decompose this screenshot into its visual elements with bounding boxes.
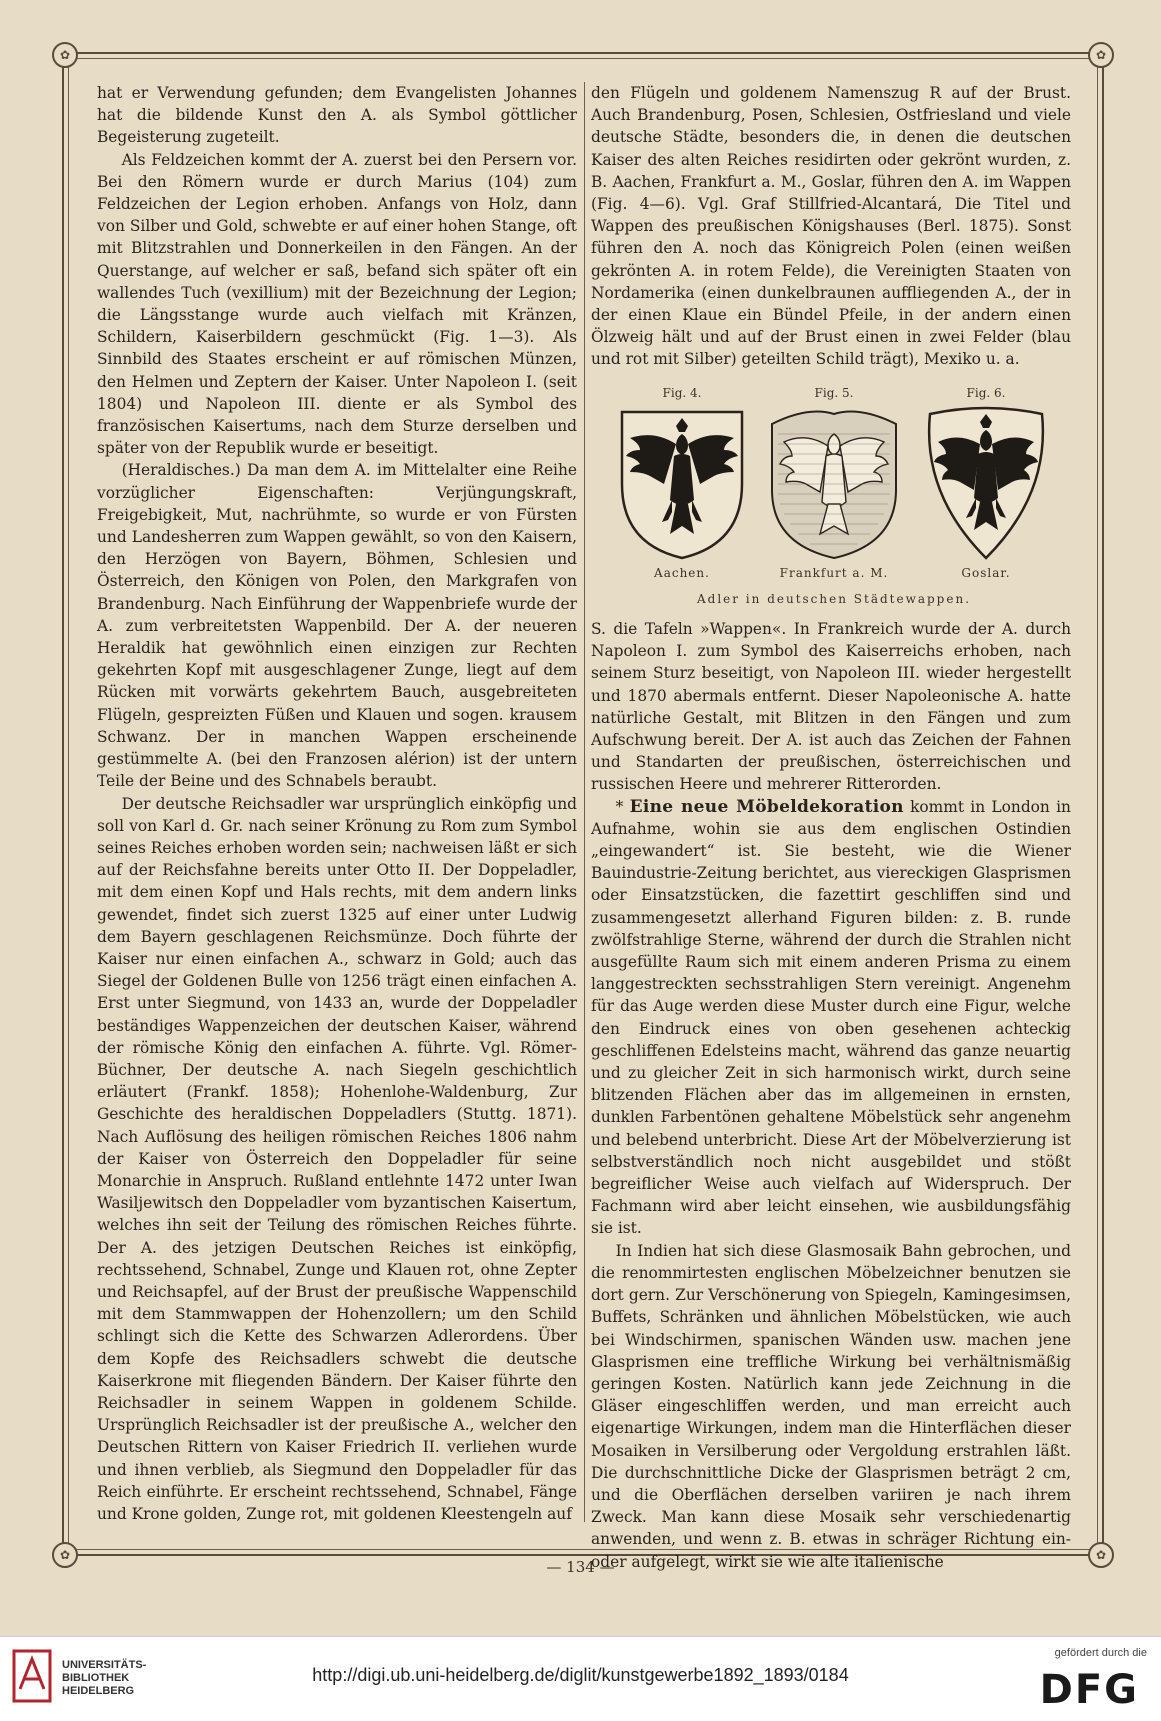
right-text-column-top (591, 82, 1071, 378)
corner-ornament-icon: ✿ (52, 42, 78, 68)
figure-place-label: Goslar. (961, 566, 1011, 580)
paragraph: den Flügeln und goldenem Namenszug R auf der Brust. Auch Brandenburg, Posen, Schlesien, Ostfriesland und viele deutsche Städte, besonders die, in denen die deutschen Kaiser des alten Reiches residirten oder gekrönt wurden, z. B. Aachen, Frankfurt a. M., Goslar, führen den A. im Wappen (Fig. 4—6). Vgl. Graf Stillfried-Alcantará, Die Titel und Wappen des preußischen Königshauses (Berl. 1875). Sonst führen den A. noch das Königreich Polen (einen weißen gekrönten A. in rotem Felde), die Vereinigten Staaten von Nordamerika (einen dunkelbraunen auffliegenden A., der in der einen Klaue ein Bündel Pfeile, in der andern einen Ölzweig hält und auf der Brust einen in zwei Felder (blau und rot mit Silber) geteilten Schild trägt), Mexiko u. a. (591, 84, 1071, 369)
figure-number: Fig. 5. (814, 386, 854, 400)
corner-ornament-icon: ✿ (52, 1542, 78, 1568)
corner-ornament-icon: ✿ (1088, 42, 1114, 68)
asterisk-marker: * (615, 797, 624, 816)
institution-name: UNIVERSITÄTS- BIBLIOTHEK HEIDELBERG (62, 1659, 147, 1697)
article-text: kommt in London in Aufnahme, wohin sie aus dem englischen Ostindien „eingewandert“ ist. Sie besteht, wie die Wiener Bauindustrie-Zeitung berichtet, aus viereckigen Glasprismen oder Einsatzstücken, die fazettirt geschliffen sind und zusammengesetzt allerhand Figuren bilden: z. B. runde zwölfstrahlige Sterne, während der durch die Strahlen nicht ausgefüllte Raum sich mit einem anderen Prisma zu einem langgestreckten sechsstrahligen Stern vereinigt. Angenehm für das Auge werden diese Muster durch eine Figur, welche den Eindruck eines von oben gesehenen achteckig geschliffenen Edelsteins macht, während das ganze neuartig und zu gleicher Zeit in sich harmonisch wirkt, durch seine blitzenden Flächen aber das im allgemeinen in ernsten, dunklen Farbentönen gehaltene Möbelstück sehr angenehm und belebend unterbricht. Diese Art der Möbelverzierung ist selbstverständlich noch nicht ausgebildet und stößt begreiflicher Weise auch vielfach auf Widerspruch. Der Fachmann wird aber leicht einsehen, wie ausbildungsfähig sie ist. (591, 797, 1071, 1238)
figure-aachen (612, 386, 752, 580)
paragraph: In Indien hat sich diese Glasmosaik Bahn gebrochen, und die renommirtesten englischen Möbelzeichner benutzen sie dort gern. Zur Verschönerung von Spiegeln, Kamingesimsen, Buffets, Schränken und ähnlichen Möbelstücken, wie auch bei Windschirmen, spanischen Wänden usw. machen jene Glasprismen eine treffliche Wirkung bei verhältnismäßig geringen Kosten. Natürlich kann jede Zeichnung in die Gläser eingeschliffen werden, und man erreicht auch eigenartige Wirkungen, indem man die Hinterflächen dieser Mosaiken in Versilberung oder Vergoldung erstrahlen läßt. Die durchschnittliche Dicke der Glasprismen beträgt 2 cm, und die Oberflächen derselben variiren je nach ihrem Zweck. Man kann diese Mosaik sehr verschiedenartig anwenden, und wenn z. B. etwas in schräger Richtung ein- oder aufgelegt, wirkt sie wie alte italienische (591, 1241, 1071, 1571)
corner-ornament-icon: ✿ (1088, 1542, 1114, 1568)
paragraph: (Heraldisches.) Da man dem A. im Mittelalter eine Reihe vorzüglicher Eigenschaften: Verjüngungskraft, Freigebigkeit, Mut, nachrühmte, so wurde er von Fürsten und Landesherren zum Wappen gewählt, so von den Kaisern, den Herzögen von Bayern, Böhmen, Schlesien und Österreich, den Königen von Polen, den Markgrafen von Brandenburg. Nach Einführung der Wappenbriefe wurde der A. zum verbreitetsten Wappenbild. Der A. der neueren Heraldik hat gewöhnlich einen einzigen zur Rechten gekehrten Kopf mit ausgeschlagener Zunge, liegt auf dem Rücken mit vorwärts gekehrtem Bauch, ausgebreiteten Flügeln, gespreizten Füßen und Klauen und sogen. krausem Schwanz. Der in manchen Wappen erscheinende gestümmelte A. (bei den Franzosen alérion) ist der untern Teile der Beine und des Schnabels beraubt. (97, 461, 577, 791)
column-divider (584, 82, 585, 1522)
paragraph: S. die Tafeln »Wappen«. In Frankreich wurde der A. durch Napoleon I. zum Symbol des Kaiserreichs erhoben, nach seinem Sturz beseitigt, von Napoleon III. wieder hergestellt und 1870 abermals entfernt. Dieser Napoleonische A. hatte natürliche Gestalt, mit Blitzen in den Fängen und zum Aufschwung bereit. Der A. ist auch das Zeichen der Fahnen und Standarten der preußischen, österreichischen und russischen Heere und mehrerer Ritterorden. (591, 620, 1071, 794)
paragraph: Als Feldzeichen kommt der A. zuerst bei den Persern vor. Bei den Römern wurde er durch Marius (104) zum Feldzeichen der Legion erhoben. Anfangs von Holz, dann von Silber und Gold, schwebte er auf einer hohen Stange, oft mit Blitzstrahlen und Donnerkeilen in den Fängen. An der Querstange, auf welcher er saß, befand sich später oft ein wallendes Tuch (vexillium) mit der Bezeichnung der Legion; die Längsstange wurde auch vielfach mit Kränzen, Schildern, Kaiserbildern geschmückt (Fig. 1—3). Als Sinnbild des Staates erscheint er auf römischen Münzen, den Helmen und Zeptern der Kaiser. Unter Napoleon I. (seit 1804) und Napoleon III. diente er als Symbol des französischen Kaisertums, nach dem Sturze derselben und später von der Republik wurde er beseitigt. (97, 150, 577, 458)
paragraph-moebeldekoration (591, 796, 1071, 1240)
page-number: — 134 — (546, 1558, 615, 1576)
dfg-logo-icon: DFG (1039, 1667, 1139, 1713)
eagle-shield-icon (920, 404, 1052, 562)
digitization-footer (0, 1636, 1161, 1721)
figure-number: Fig. 6. (966, 386, 1006, 400)
figure-place-label: Frankfurt a. M. (779, 566, 889, 580)
source-url-link[interactable]: http://digi.ub.uni-heidelberg.de/diglit/kunstgewerbe1892_1893/0184 (312, 1665, 849, 1685)
paragraph: hat er Verwendung gefunden; dem Evangelisten Johannes hat die bildende Kunst den A. als Symbol göttlicher Begeisterung zugeteilt. (97, 84, 577, 147)
paragraph: Der deutsche Reichsadler war ursprünglich einköpfig und soll von Karl d. Gr. nach seiner Krönung zu Rom zum Symbol seines Reiches erhoben worden sein; nachweisen läßt er sich auf der Reichsfahne bereits unter Otto II. Der Doppeladler, mit dem einen Kopf und Hals rechts, mit dem andern links gewendet, findet sich zuerst 1325 auf einer unter Ludwig dem Bayern geschlagenen Reichsmünze. Doch führte der Kaiser nur einen einfachen A., schwarz in Gold; auch das Siegel der Goldenen Bulle von 1256 trägt einen einfachen A. Erst unter Siegmund, von 1433 an, wurde der Doppeladler beständiges Wappenzeichen der deutschen Kaiser, während der römische König den einfachen A. führte. Vgl. Römer-Büchner, Der deutsche A. nach Siegeln geschichtlich erläutert (Frankf. 1858); Hohenlohe-Waldenburg, Zur Geschichte des heraldischen Doppeladlers (Stuttg. 1871). Nach Auflösung des heiligen römischen Reiches 1806 nahm der Kaiser von Österreich den Doppeladler für seine Monarchie in Anspruch. Rußland entlehnte 1472 unter Iwan Wasiljewitsch den Doppeladler vom byzantischen Kaisertum, welches ihn seit der Teilung des römischen Reiches führte. Der A. des jetzigen Deutschen Reiches ist einköpfig, rechtssehend, Schnabel, Zunge und Klauen rot, ohne Zepter und Reichsapfel, auf der Brust der preußische Wappenschild mit dem Stammwappen der Hohenzollern; um den Schild schlingt sich die Kette des Schwarzen Adlerordens. Über dem Kopfe des Reichsadlers schwebt die deutsche Kaiserkrone mit fliegenden Bändern. Der Kaiser führte den Reichsadler in seinem Wappen in goldenem Schilde. Ursprünglich Reichsadler ist der preußische A., welcher den Deutschen Rittern von Kaiser Friedrich II. verliehen wurde und ihnen verblieb, als Siegmund den Doppeladler für das Reich einführte. Er erscheint rechtssehend, Schnabel, Fänge und Krone golden, Zunge rot, mit goldenen Kleestengeln auf (97, 794, 577, 1523)
city-coats-of-arms-figures (604, 386, 1064, 616)
sponsor-note: gefördert durch die (1054, 1647, 1147, 1659)
eagle-shield-icon (768, 404, 900, 562)
figure-goslar (916, 386, 1056, 580)
article-heading: Eine neue Möbeldekoration (629, 796, 904, 817)
figure-number: Fig. 4. (662, 386, 702, 400)
left-text-column (97, 82, 577, 1522)
figure-caption: Adler in deutschen Städtewappen. (696, 592, 972, 606)
figure-frankfurt (764, 386, 904, 580)
figure-place-label: Aachen. (654, 566, 710, 580)
right-text-column-bottom (591, 618, 1071, 1571)
eagle-shield-icon (616, 404, 748, 562)
